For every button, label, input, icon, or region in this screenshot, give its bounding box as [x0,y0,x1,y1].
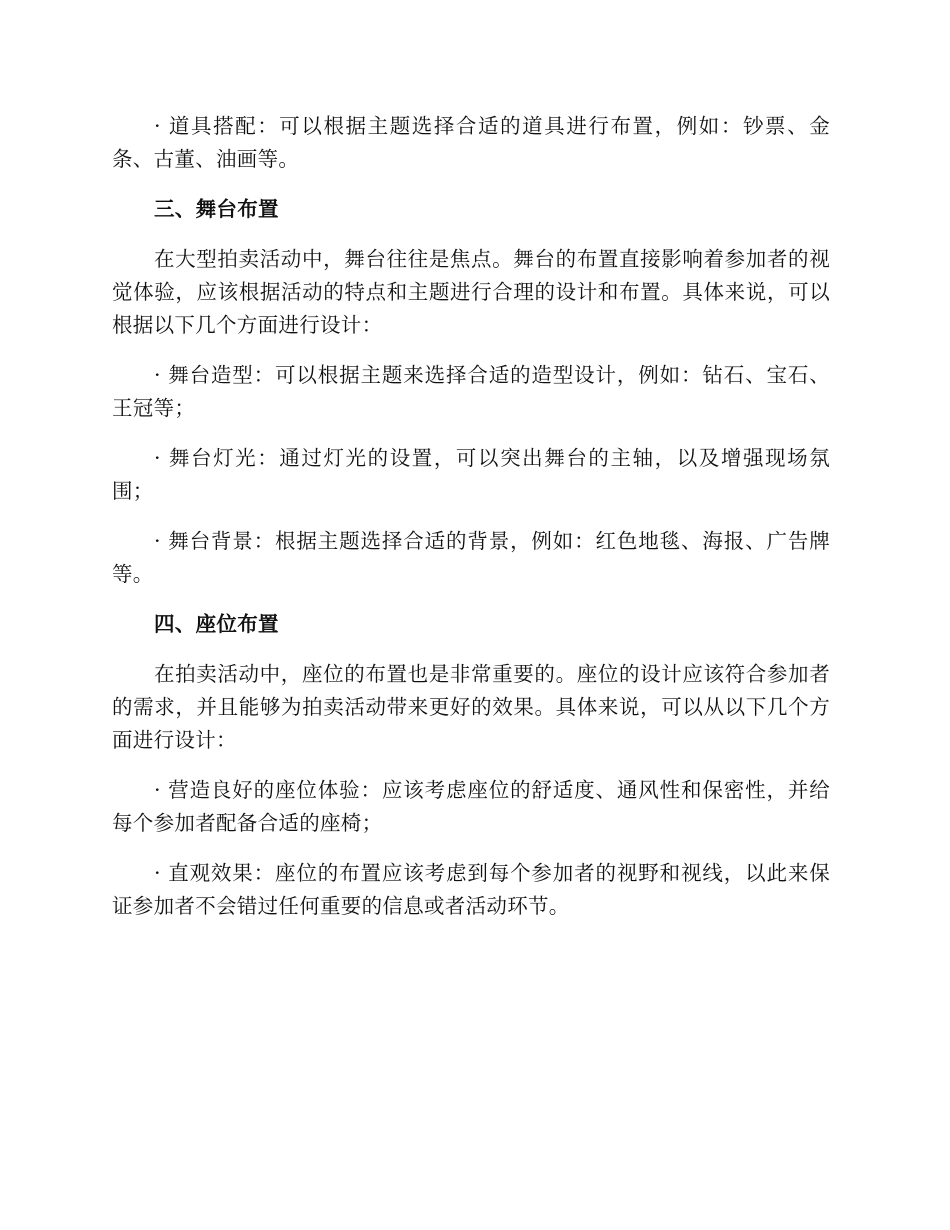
paragraph-seating-intro: 在拍卖活动中，座位的布置也是非常重要的。座位的设计应该符合参加者的需求，并且能够为拍卖活动带来更好的效果。具体来说，可以从以下几个方面进行设计： [112,662,830,752]
paragraph-seating-view: · 直观效果：座位的布置应该考虑到每个参加者的视野和视线，以此来保证参加者不会错过任何重要的信息或者活动环节。 [112,861,830,918]
paragraph-props: · 道具搭配：可以根据主题选择合适的道具进行布置，例如：钞票、金条、古董、油画等。 [112,114,830,171]
paragraph-stage-intro: 在大型拍卖活动中，舞台往往是焦点。舞台的布置直接影响着参加者的视觉体验，应该根据活动的特点和主题进行合理的设计和布置。具体来说，可以根据以下几个方面进行设计： [112,247,830,337]
section-heading-seating: 四、座位布置 [154,612,279,636]
document-body [112,110,830,923]
paragraph-seating-experience: · 营造良好的座位体验：应该考虑座位的舒适度、通风性和保密性，并给每个参加者配备合适的座椅； [112,778,830,835]
paragraph-stage-shape: · 舞台造型：可以根据主题来选择合适的造型设计，例如：钻石、宝石、王冠等； [112,363,830,420]
paragraph-stage-background: · 舞台背景：根据主题选择合适的背景，例如：红色地毯、海报、广告牌等。 [112,529,830,586]
section-heading-stage: 三、舞台布置 [154,197,279,221]
paragraph-stage-lighting: · 舞台灯光：通过灯光的设置，可以突出舞台的主轴，以及增强现场氛围； [112,446,830,503]
